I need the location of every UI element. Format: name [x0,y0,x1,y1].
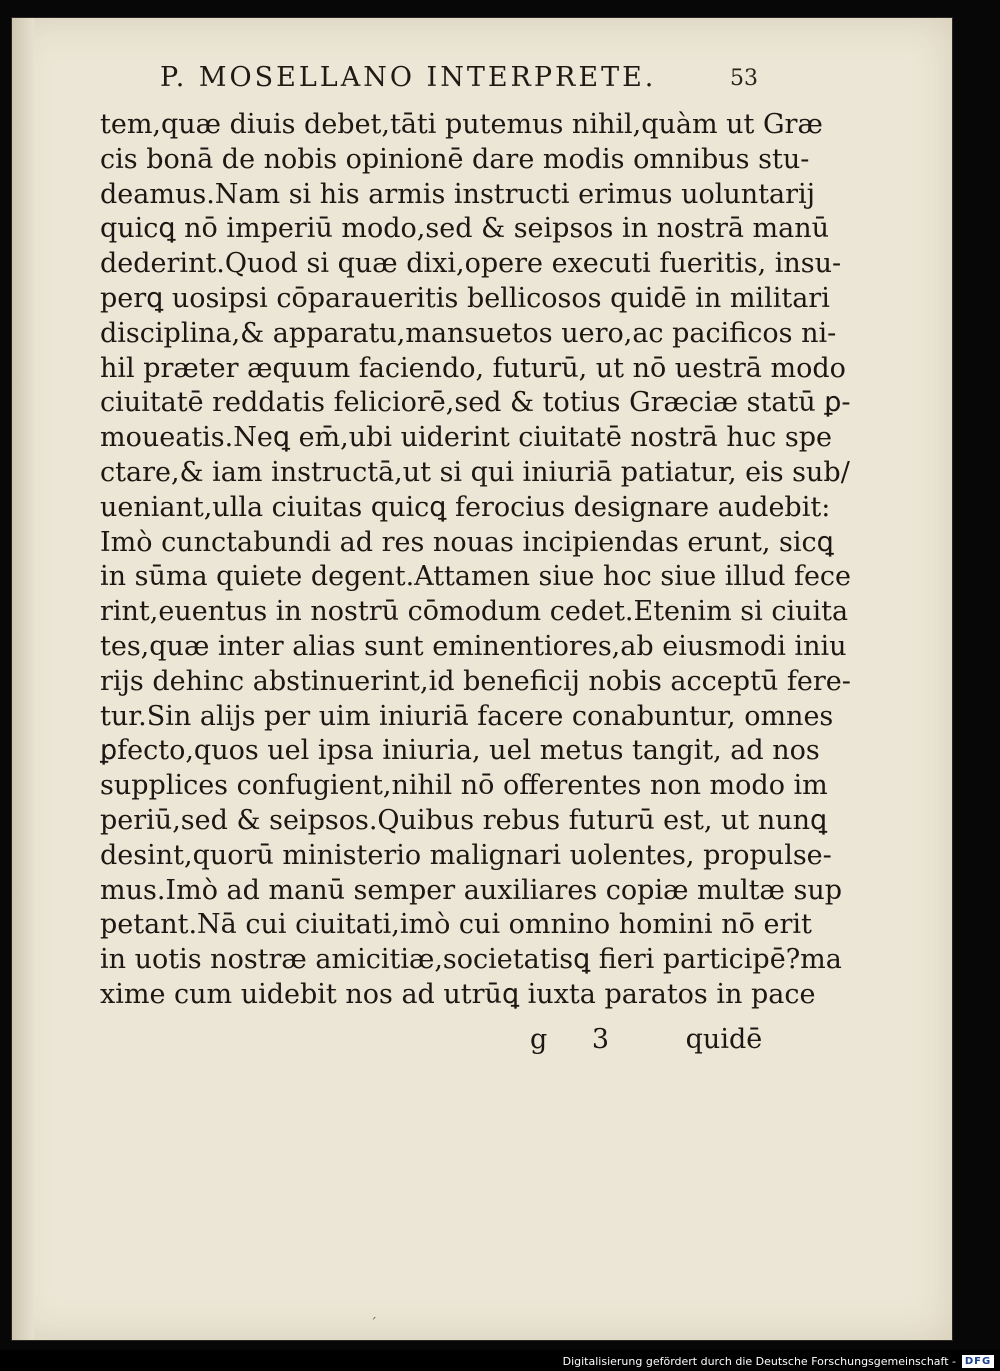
running-head: P. MOSELLANO INTERPRETE. [160,62,657,93]
dfg-logo: DFG [962,1355,994,1368]
text-line: ueniant,ulla ciuitas quicꝗ ferocius designare audebit: [100,491,831,523]
text-line: rijs dehinc abstinuerint,id beneficij nobis acceptū fere- [100,665,851,697]
text-line: cis bonā de nobis opinionē dare modis omnibus stu- [100,143,810,175]
text-line: in uotis nostræ amicitiæ,societatisꝗ fieri participē?ma [100,944,842,976]
text-line: moueatis.Neꝗ em̄,ubi uiderint ciuitatē nostrā huc spe [100,422,832,454]
signature-mark: g 3 [530,1024,628,1055]
text-line: hil præter æquum faciendo, futurū, ut nō uestrā modo [100,352,846,384]
text-line: periū,sed & seipsos.Quibus rebus futurū est, ut nunꝗ [100,804,828,836]
text-line: mus.Imò ad manū semper auxiliares copiæ multæ sup [100,874,843,906]
text-line: xime cum uidebit nos ad utrūꝗ iuxta paratos in pace [100,978,816,1010]
text-line: dederint.Quod si quæ dixi,opere executi fueritis, insu- [100,248,842,280]
text-line: tem,quæ diuis debet,tāti putemus nihil,quàm ut Græ [100,109,823,140]
text-line: ciuitatē reddatis feliciorē,sed & totius Græciæ statū ꝑ- [100,387,851,419]
text-line: desint,quorū ministerio malignari uolentes, propulse- [100,839,832,871]
stray-mark: ˊ [370,1316,377,1332]
text-line: rint,euentus in nostrū cōmodum cedet.Etenim si ciuita [100,596,849,628]
catchword: quidē [685,1024,763,1055]
text-block [100,108,852,1013]
text-line: quicꝗ nō imperiū modo,sed & seipsos in nostrā manū [100,213,830,245]
text-line: supplices confugient,nihil nō offerentes non modo im [100,770,828,802]
footer-bar [0,1350,1000,1371]
text-line: ctare,& iam instructā,ut si qui iniuriā patiatur, eis sub/ [100,456,850,488]
text-line: tes,quæ inter alias sunt eminentiores,ab eiusmodi iniu [100,630,847,662]
text-line: ꝑfecto,quos uel ipsa iniuria, uel metus tangit, ad nos [100,735,820,767]
text-line: in sūma quiete degent.Attamen siue hoc siue illud fece [100,561,852,593]
page-gutter [12,18,34,1340]
text-line: Imò cunctabundi ad res nouas incipiendas erunt, sicꝗ [100,526,834,558]
text-line: petant.Nā cui ciuitati,imò cui omnino homini nō erit [100,909,812,941]
signature-line [530,1024,762,1055]
folio-number: 53 [730,66,758,91]
footer-credit: Digitalisierung gefördert durch die Deutsche Forschungsgemeinschaft - [562,1355,956,1368]
text-line: deamus.Nam si his armis instructi erimus uoluntarij [100,178,815,210]
text-line: perꝗ uosipsi cōparaueritis bellicosos quidē in militari [100,282,830,314]
text-line: disciplina,& apparatu,mansuetos uero,ac pacificos ni- [100,317,837,349]
text-line: tur.Sin alijs per uim iniuriā facere conabuntur, omnes [100,700,834,732]
